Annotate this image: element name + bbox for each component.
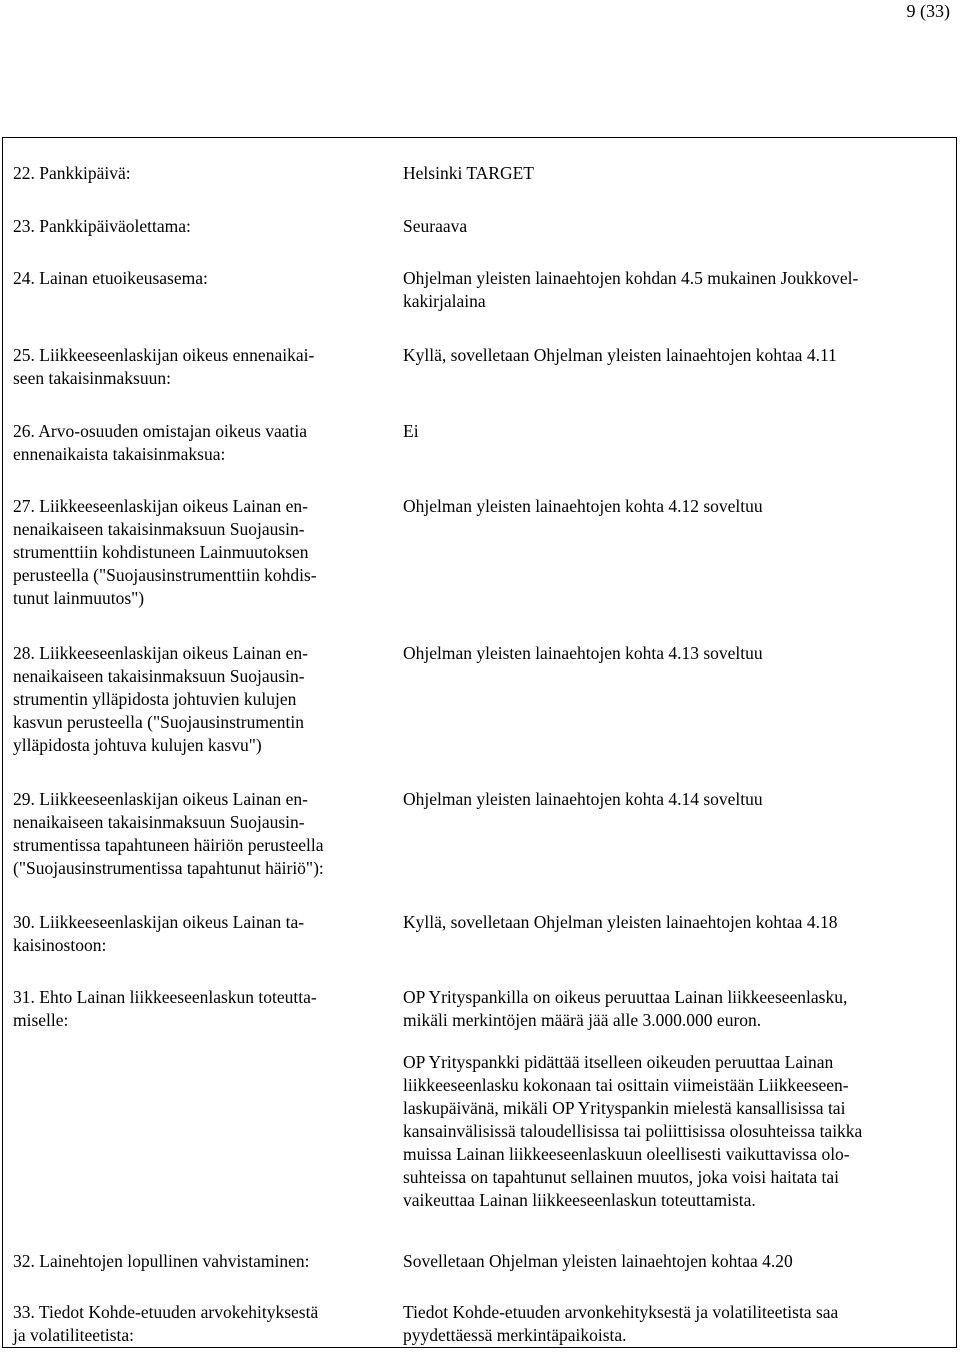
term-value: Tiedot Kohde-etuuden arvonkehityksestä ja volatiliteetista saa pyydettäessä merkintäpaikoista.: [403, 1302, 839, 1345]
term-value-paragraph: OP Yrityspankki pidättää itselleen oikeuden peruuttaa Lainan liikkeeseenlasku kokonaan tai osittain viimeistään Liikkeeseen- laskupäivänä, mikäli OP Yrityspankin mielestä kansallisissa tai kansainvälisissä taloudellisissa tai poliittisissa olosuhteissa taikka muissa Lainan liikkeeseenlaskuun oleellisesti vaikuttavissa olo- suhteissa on tapahtunut sellainen muutos, joka voisi haitata tai vaikeuttaa Lainan liikkeeseenlaskun toteuttamista.: [403, 1052, 863, 1210]
term-label: 31. Ehto Lainan liikkeeseenlaskun toteutta- miselle:: [13, 987, 317, 1030]
term-label: 28. Liikkeeseenlaskijan oikeus Lainan en- nenaikaiseen takaisinmaksuun Suojausin- strumentin ylläpidosta johtuvien kulujen kasvun perusteella ("Suojausinstrumentin ylläpidosta johtuva kulujen kasvu"): [13, 643, 308, 755]
term-value: Sovelletaan Ohjelman yleisten lainaehtojen kohtaa 4.20: [403, 1251, 793, 1271]
term-label: 29. Liikkeeseenlaskijan oikeus Lainan en- nenaikaiseen takaisinmaksuun Suojausin- strumentissa tapahtuneen häiriön perusteella ("Suojausinstrumentissa tapahtunut häiriö"):: [13, 789, 324, 878]
term-value: Kyllä, sovelletaan Ohjelman yleisten lainaehtojen kohtaa 4.11: [403, 345, 837, 365]
term-label: 33. Tiedot Kohde-etuuden arvokehityksestä ja volatiliteetista:: [13, 1302, 319, 1345]
terms-table: [2, 137, 957, 1348]
term-value: Helsinki TARGET: [403, 163, 534, 183]
term-value: Ei: [403, 421, 419, 441]
term-label: 22. Pankkipäivä:: [13, 163, 131, 183]
term-value: Ohjelman yleisten lainaehtojen kohta 4.12 soveltuu: [403, 496, 763, 516]
term-value: Kyllä, sovelletaan Ohjelman yleisten lainaehtojen kohtaa 4.18: [403, 912, 838, 932]
term-value: Ohjelman yleisten lainaehtojen kohta 4.14 soveltuu: [403, 789, 763, 809]
term-label: 24. Lainan etuoikeusasema:: [13, 268, 208, 288]
term-label: 32. Lainehtojen lopullinen vahvistaminen:: [13, 1251, 310, 1271]
term-value: Seuraava: [403, 216, 468, 236]
term-label: 25. Liikkeeseenlaskijan oikeus ennenaikai- seen takaisinmaksuun:: [13, 345, 315, 388]
term-label: 23. Pankkipäiväolettama:: [13, 216, 191, 236]
term-label: 30. Liikkeeseenlaskijan oikeus Lainan ta- kaisinostoon:: [13, 912, 305, 955]
term-label: 26. Arvo-osuuden omistajan oikeus vaatia ennenaikaista takaisinmaksua:: [13, 421, 308, 464]
term-value: Ohjelman yleisten lainaehtojen kohta 4.13 soveltuu: [403, 643, 763, 663]
term-value: OP Yrityspankilla on oikeus peruuttaa Lainan liikkeeseenlasku, mikäli merkintöjen määrä jää alle 3.000.000 euron.: [403, 987, 848, 1030]
page-number: 9 (33): [906, 1, 950, 21]
term-value-group: [403, 986, 943, 1212]
term-value: Ohjelman yleisten lainaehtojen kohdan 4.5 mukainen Joukkovel- kakirjalaina: [403, 268, 859, 311]
term-label: 27. Liikkeeseenlaskijan oikeus Lainan en- nenaikaiseen takaisinmaksuun Suojausin- strumenttiin kohdistuneen Lainmuutoksen perusteella ("Suojausinstrumenttiin kohdis- tunut lainmuutos"): [13, 496, 317, 608]
